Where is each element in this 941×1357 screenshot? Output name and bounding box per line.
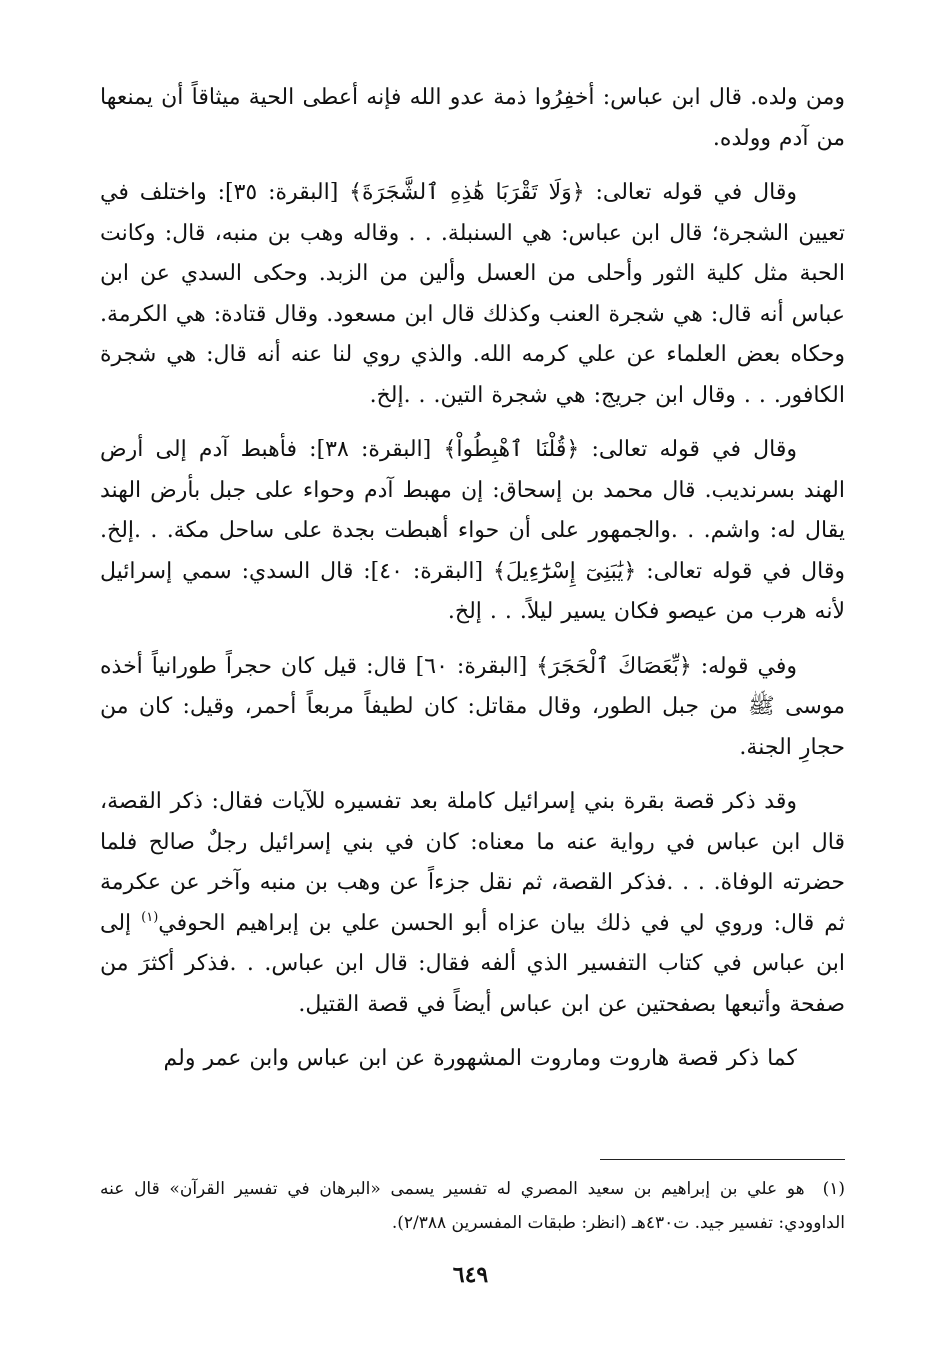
cow-story-part-1: وقد ذكر قصة بقرة بني إسرائيل كاملة بعد تفسيره للآيات فقال: ذكر القصة، قال ابن عباس في رواية عنه ما معناه: كان في بني إسرائيل رجلٌ صالح فلما حضرته الوفاة. . . .فذكر القصة، ثم نقل جزءاً عن وهب بن منبه وآخر عن عكرمة ثم قال: وروي لي في ذلك بيان عزاه أبو الحسن علي بن إبراهيم الحوفي bbox=[100, 789, 846, 936]
footnote bbox=[100, 1172, 845, 1240]
main-text bbox=[100, 78, 845, 1080]
footnote-reference: (١) bbox=[141, 909, 159, 925]
page-number: ٦٤٩ bbox=[452, 1262, 489, 1288]
footnote-text: هو علي بن إبراهيم بن سعيد المصري له تفسير يسمى «البرهان في تفسير القرآن» قال عنه الداوودي: تفسير جيد. ت٤٣٠هـ (انظر: طبقات المفسرين ٢/٣٨٨). bbox=[100, 1179, 845, 1233]
paragraph-harut-marut: كما ذكر قصة هاروت وماروت المشهورة عن ابن عباس وابن عمر ولم bbox=[163, 1046, 797, 1071]
footnote-separator bbox=[600, 1159, 845, 1160]
paragraph-descent: وقال في قوله تعالى: ﴿قُلْنَا ٱهْبِطُواْ﴾ [البقرة: ٣٨]: فأهبط آدم إلى أرض الهند بسرنديب. قال محمد بن إسحاق: إن مهبط آدم وحواء على جبل بأرض الهند يقال له: واشم. . .والجمهور على أن حواء أهبطت بجدة على ساحل مكة. . .إلخ. وقال في قوله تعالى: ﴿يَٰبَنِىٓ إِسْرَٰٓءِيلَ﴾ [البقرة: ٤٠]: قال السدي: سمي إسرائيل لأنه هرب من عيصو فكان يسير ليلاً. . . إلخ. bbox=[100, 437, 845, 624]
paragraph-continuation: ومن ولده. قال ابن عباس: أخفِرُوا ذمة عدو الله فإنه أعطى الحية ميثاقاً أن يمنعها من آدم وولده. bbox=[100, 85, 845, 151]
footnote-marker: (١) bbox=[822, 1179, 845, 1199]
paragraph-staff-of-moses: وفي قوله: ﴿بِّعَصَاكَ ٱلْحَجَرَ﴾ [البقرة: ٦٠] قال: قيل كان حجراً طورانياً أخذه موسى ﷺ من جبل الطور، وقال مقاتل: كان لطيفاً مربعاً أحمر، وقيل: كان من حجارِ الجنة. bbox=[100, 653, 845, 760]
cow-story-part-2: إلى ابن عباس في كتاب التفسير الذي ألفه فقال: قال ابن عباس. . .فذكر أكثرَ من صفحة وأتبعها بصفحتين عن ابن عباس أيضاً في قصة القتيل. bbox=[100, 910, 845, 1017]
paragraph-cow-story bbox=[100, 782, 845, 1025]
paragraph-tree-of-adam: وقال في قوله تعالى: ﴿وَلَا تَقْرَبَا هَٰذِهِ ٱلشَّجَرَةَ﴾ [البقرة: ٣٥]: واختلف في تعيين الشجرة؛ قال ابن عباس: هي السنبلة. . . وقاله وهب بن منبه، قال: وكانت الحبة مثل كلية الثور وأحلى من العسل وألين من الزبد. وحكى السدي عن ابن عباس أنه قال: هي شجرة العنب وكذلك قال ابن مسعود. وقال قتادة: هي الكرمة. وحكاه بعض العلماء عن علي كرمه الله. والذي روي لنا عنه أنه قال: هي شجرة الكافور. . . وقال ابن جريج: هي شجرة التين. . .إلخ. bbox=[100, 180, 845, 408]
page-body bbox=[100, 78, 845, 1080]
